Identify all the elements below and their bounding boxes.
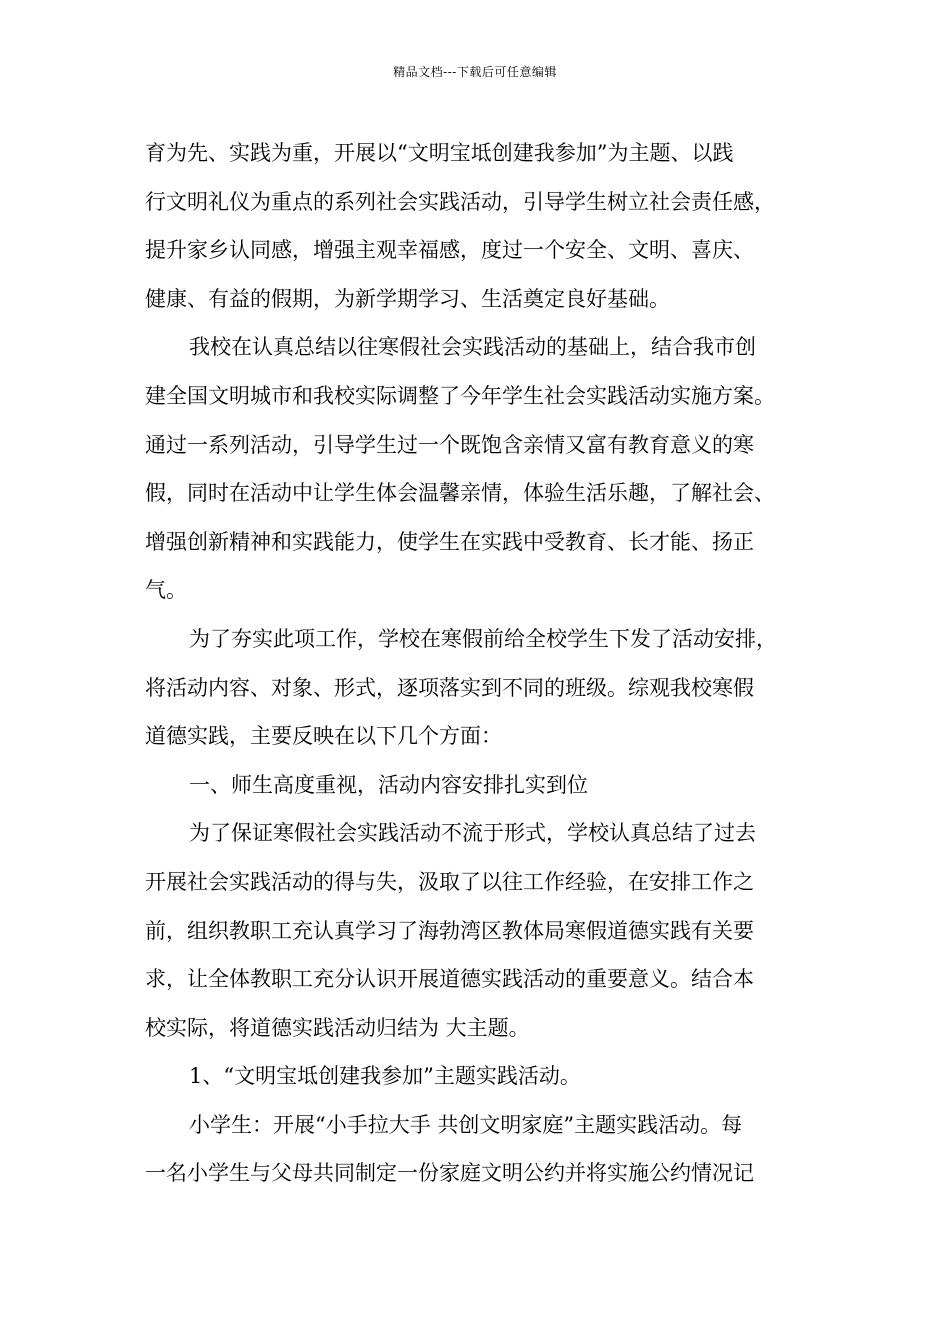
section-heading <box>145 761 825 810</box>
paragraph <box>145 1101 825 1198</box>
text-line: 为了保证寒假社会实践活动不流于形式，学校认真总结了过去 <box>189 821 756 846</box>
text-line: 前，组织教职工充认真学习了海勃湾区教体局寒假道德实践有关要 <box>145 918 754 943</box>
page-header: 精品文档---下载后可任意编辑 <box>393 65 557 79</box>
text-line: 开展社会实践活动的得与失，汲取了以往工作经验，在安排工作之 <box>145 869 754 894</box>
paragraph <box>145 129 825 323</box>
text-line: 育为先、实践为重，开展以“文明宝坻创建我参加”为主题、以践 <box>145 141 734 165</box>
text-line: 道德实践，主要反映在以下几个方面： <box>145 724 502 749</box>
text-line: 通过一系列活动，引导学生过一个既饱含亲情又富有教育意义的寒 <box>145 432 754 457</box>
paragraph <box>145 809 825 1052</box>
text-line: 建全国文明城市和我校实际调整了今年学生社会实践活动实施方案。 <box>145 383 775 408</box>
text-line: 增强创新精神和实践能力，使学生在实践中受教育、长才能、扬正 <box>145 529 754 554</box>
text-line: 我校在认真总结以往寒假社会实践活动的基础上，结合我市创 <box>189 335 756 360</box>
text-line: 求，让全体教职工充分认识开展道德实践活动的重要意义。结合本 <box>145 967 754 992</box>
text-line: 为了夯实此项工作，学校在寒假前给全校学生下发了活动安排， <box>189 626 777 651</box>
paragraph <box>145 323 825 615</box>
text-line: 健康、有益的假期，为新学期学习、生活奠定良好基础。 <box>145 286 670 311</box>
text-line: 校实际，将道德实践活动归结为 大主题。 <box>145 1015 530 1040</box>
text-line: 行文明礼仪为重点的系列社会实践活动，引导学生树立社会责任感， <box>145 189 775 214</box>
text-line: 将活动内容、对象、形式，逐项落实到不同的班级。综观我校寒假 <box>145 675 754 700</box>
text-line: 一、师生高度重视，活动内容安排扎实到位 <box>189 772 588 797</box>
text-line: 提升家乡认同感，增强主观幸福感，度过一个安全、文明、喜庆、 <box>145 238 754 263</box>
text-line: 假，同时在活动中让学生体会温馨亲情，体验生活乐趣，了解社会、 <box>145 481 775 506</box>
text-line: 小学生：开展“小手拉大手 共创文明家庭”主题实践活动。每 <box>189 1112 743 1137</box>
text-line: 1、“文明宝坻创建我参加”主题实践活动。 <box>189 1064 581 1089</box>
text-line: 一名小学生与父母共同制定一份家庭文明公约并将实施公约情况记 <box>145 1161 754 1186</box>
paragraph <box>145 615 825 761</box>
list-item-heading <box>145 1052 825 1101</box>
document-body <box>145 129 825 1198</box>
text-line: 气。 <box>145 578 187 603</box>
